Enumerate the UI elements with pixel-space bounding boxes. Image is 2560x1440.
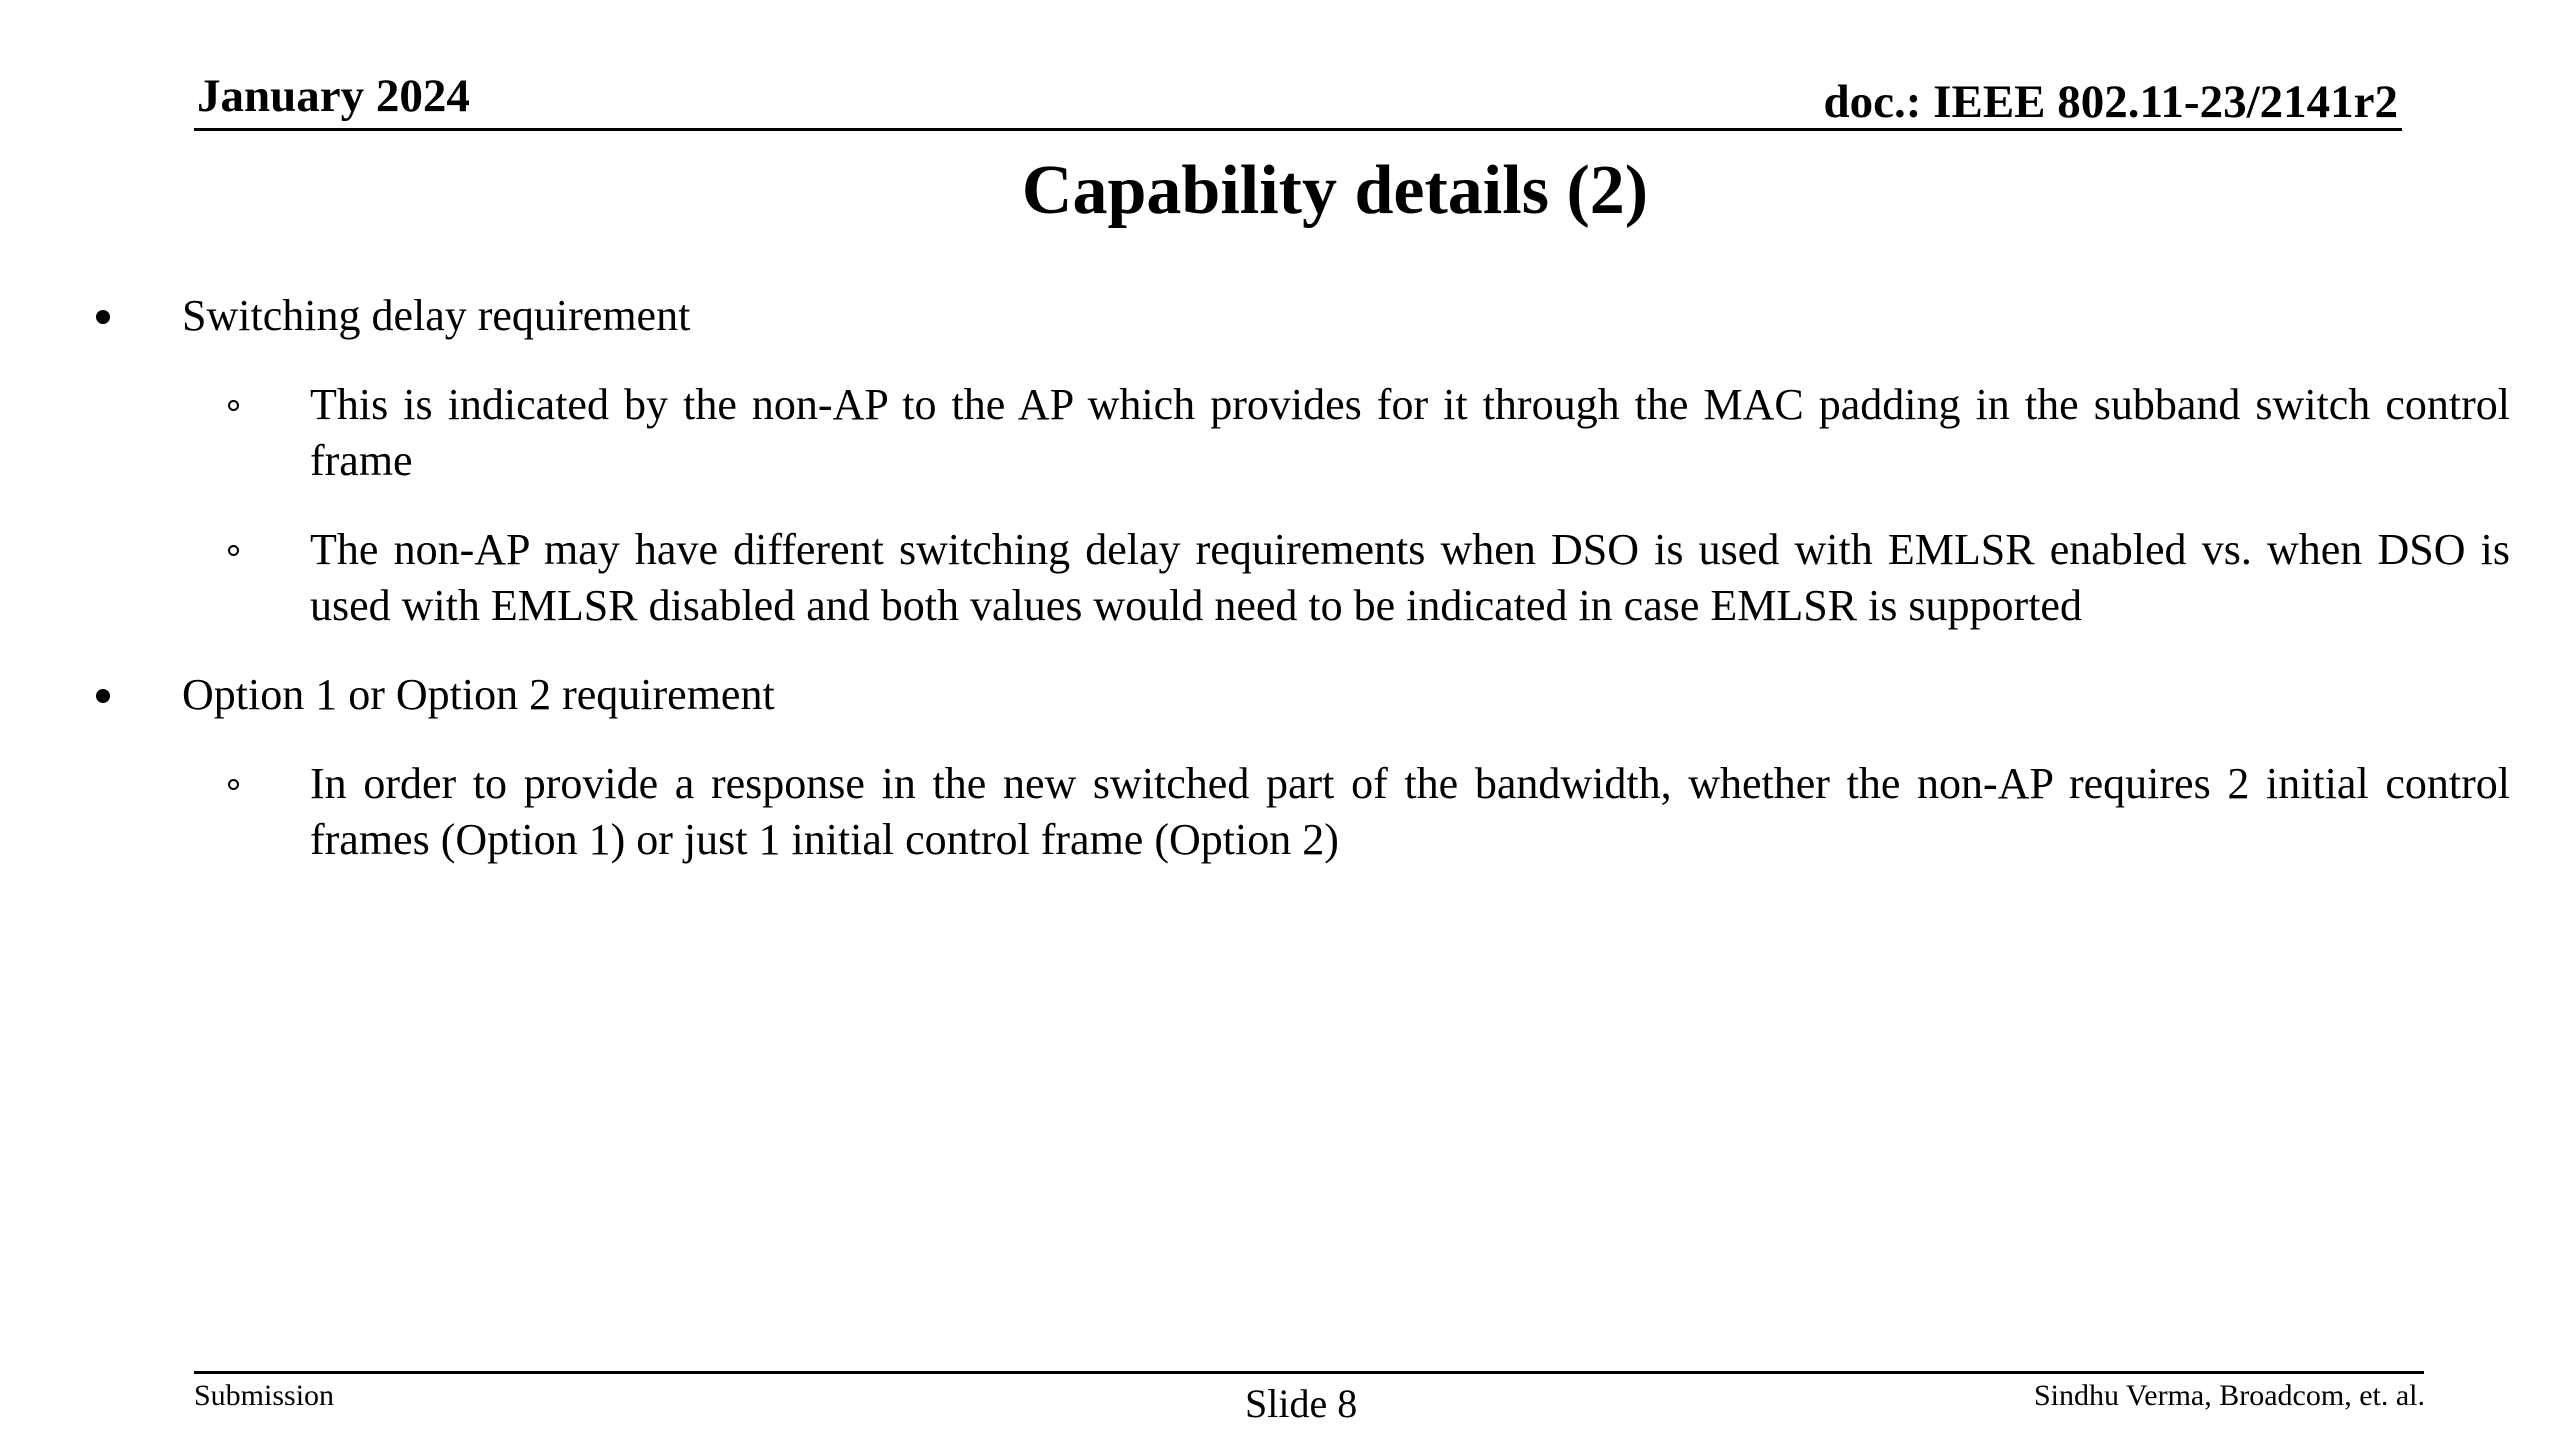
sub-bullet-item: This is indicated by the non-AP to the AP which provides for it through the MAC padding in the subband switch control frame (310, 380, 2510, 485)
sub-bullet-circle-icon (228, 400, 239, 411)
footer-slide-number: Slide 8 (1245, 1381, 1358, 1426)
bullet-dot-icon (96, 310, 110, 324)
header-date: January 2024 (197, 70, 470, 122)
bullet-item: Option 1 or Option 2 requirement (182, 670, 775, 719)
footer-author: Sindhu Verma, Broadcom, et. al. (2033, 1379, 2425, 1412)
header-doc-id: doc.: IEEE 802.11-23/2141r2 (1823, 76, 2398, 128)
sub-bullet-circle-icon (228, 779, 239, 790)
footer-submission: Submission (194, 1379, 335, 1412)
sub-bullet-item: In order to provide a response in the new switched part of the bandwidth, whether the non-AP requires 2 initial control frames (Option 1) or just 1 initial control frame (Option 2) (310, 759, 2510, 864)
sub-bullet-circle-icon (228, 545, 239, 556)
slide-title: Capability details (2) (1021, 152, 1649, 229)
footer-divider (194, 1371, 2424, 1374)
sub-bullet-item: The non-AP may have different switching delay requirements when DSO is used with EMLSR enabled vs. when DSO is used with EMLSR disabled and both values would need to be indicated in case EMLSR is supported (310, 525, 2510, 630)
bullet-item: Switching delay requirement (182, 291, 691, 340)
bullet-dot-icon (96, 689, 110, 703)
